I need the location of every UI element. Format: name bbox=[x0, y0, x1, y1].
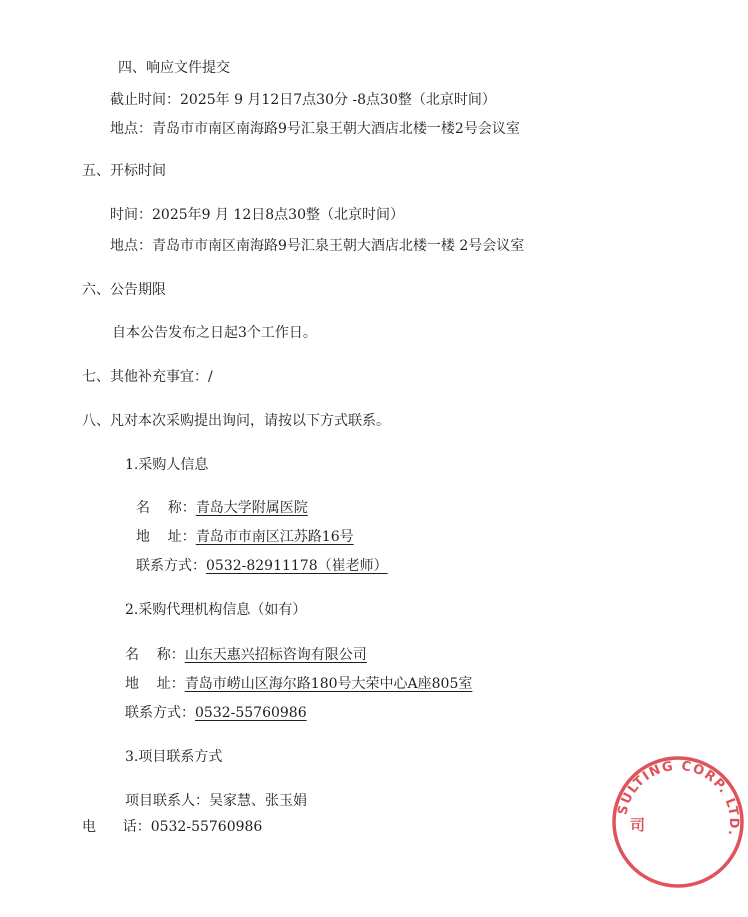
agency-contact-label: 联系方式： bbox=[125, 705, 195, 721]
purchaser-address-row bbox=[136, 528, 354, 546]
purchaser-contact-row bbox=[136, 557, 388, 575]
agency-name: 山东天惠兴招标咨询有限公司 bbox=[184, 647, 367, 663]
submission-location: 地点：青岛市市南区南海路9号汇泉王朝大酒店北楼一楼2号会议室 bbox=[110, 121, 520, 137]
agency-address-row bbox=[125, 675, 472, 693]
agency-name-label: 名 称： bbox=[125, 647, 185, 663]
project-contact-person: 项目联系人：吴家慧、张玉娟 bbox=[125, 793, 307, 809]
section-7-heading: 七、其他补充事宜：/ bbox=[82, 369, 213, 385]
svg-text:SULTING CORP. LTD.: SULTING CORP. LTD. bbox=[615, 758, 742, 839]
purchaser-address: 青岛市市南区江苏路16号 bbox=[195, 529, 354, 545]
section-6-heading: 六、公告期限 bbox=[82, 282, 166, 298]
agency-info-title: 2.采购代理机构信息（如有） bbox=[125, 602, 307, 618]
purchaser-name: 青岛大学附属医院 bbox=[195, 500, 308, 516]
opening-time: 时间：2025年9 月 12日8点30整（北京时间） bbox=[110, 207, 404, 223]
section-5-heading: 五、开标时间 bbox=[82, 163, 166, 179]
project-phone-label: 电 话： bbox=[82, 819, 151, 835]
purchaser-contact-label: 联系方式： bbox=[136, 558, 206, 574]
seal-icon bbox=[608, 752, 748, 892]
agency-name-row bbox=[125, 646, 367, 664]
svg-text:司: 司 bbox=[630, 816, 646, 834]
section-8-heading: 八、凡对本次采购提出询问，请按以下方式联系。 bbox=[82, 413, 390, 429]
section-4-heading: 四、响应文件提交 bbox=[118, 60, 230, 76]
agency-contact: 0532-55760986 bbox=[195, 705, 307, 721]
project-contact-title: 3.项目联系方式 bbox=[125, 749, 223, 765]
company-seal bbox=[608, 752, 742, 877]
notice-period-text: 自本公告发布之日起3个工作日。 bbox=[112, 325, 317, 341]
purchaser-info-title: 1.采购人信息 bbox=[125, 457, 209, 473]
purchaser-contact: 0532-82911178（崔老师） bbox=[206, 558, 388, 574]
submission-deadline: 截止时间：2025年 9 月12日7点30分 -8点30整（北京时间） bbox=[110, 92, 496, 108]
agency-address: 青岛市崂山区海尔路180号大荣中心A座805室 bbox=[184, 676, 473, 692]
project-phone: 0532-55760986 bbox=[150, 819, 263, 835]
agency-contact-row bbox=[125, 704, 307, 722]
project-phone-row bbox=[82, 818, 262, 836]
purchaser-address-label: 地 址： bbox=[136, 529, 196, 545]
purchaser-name-row bbox=[136, 499, 308, 517]
opening-location: 地点：青岛市市南区南海路9号汇泉王朝大酒店北楼一楼 2号会议室 bbox=[110, 238, 525, 254]
purchaser-name-label: 名 称： bbox=[136, 500, 196, 516]
agency-address-label: 地 址： bbox=[125, 676, 185, 692]
